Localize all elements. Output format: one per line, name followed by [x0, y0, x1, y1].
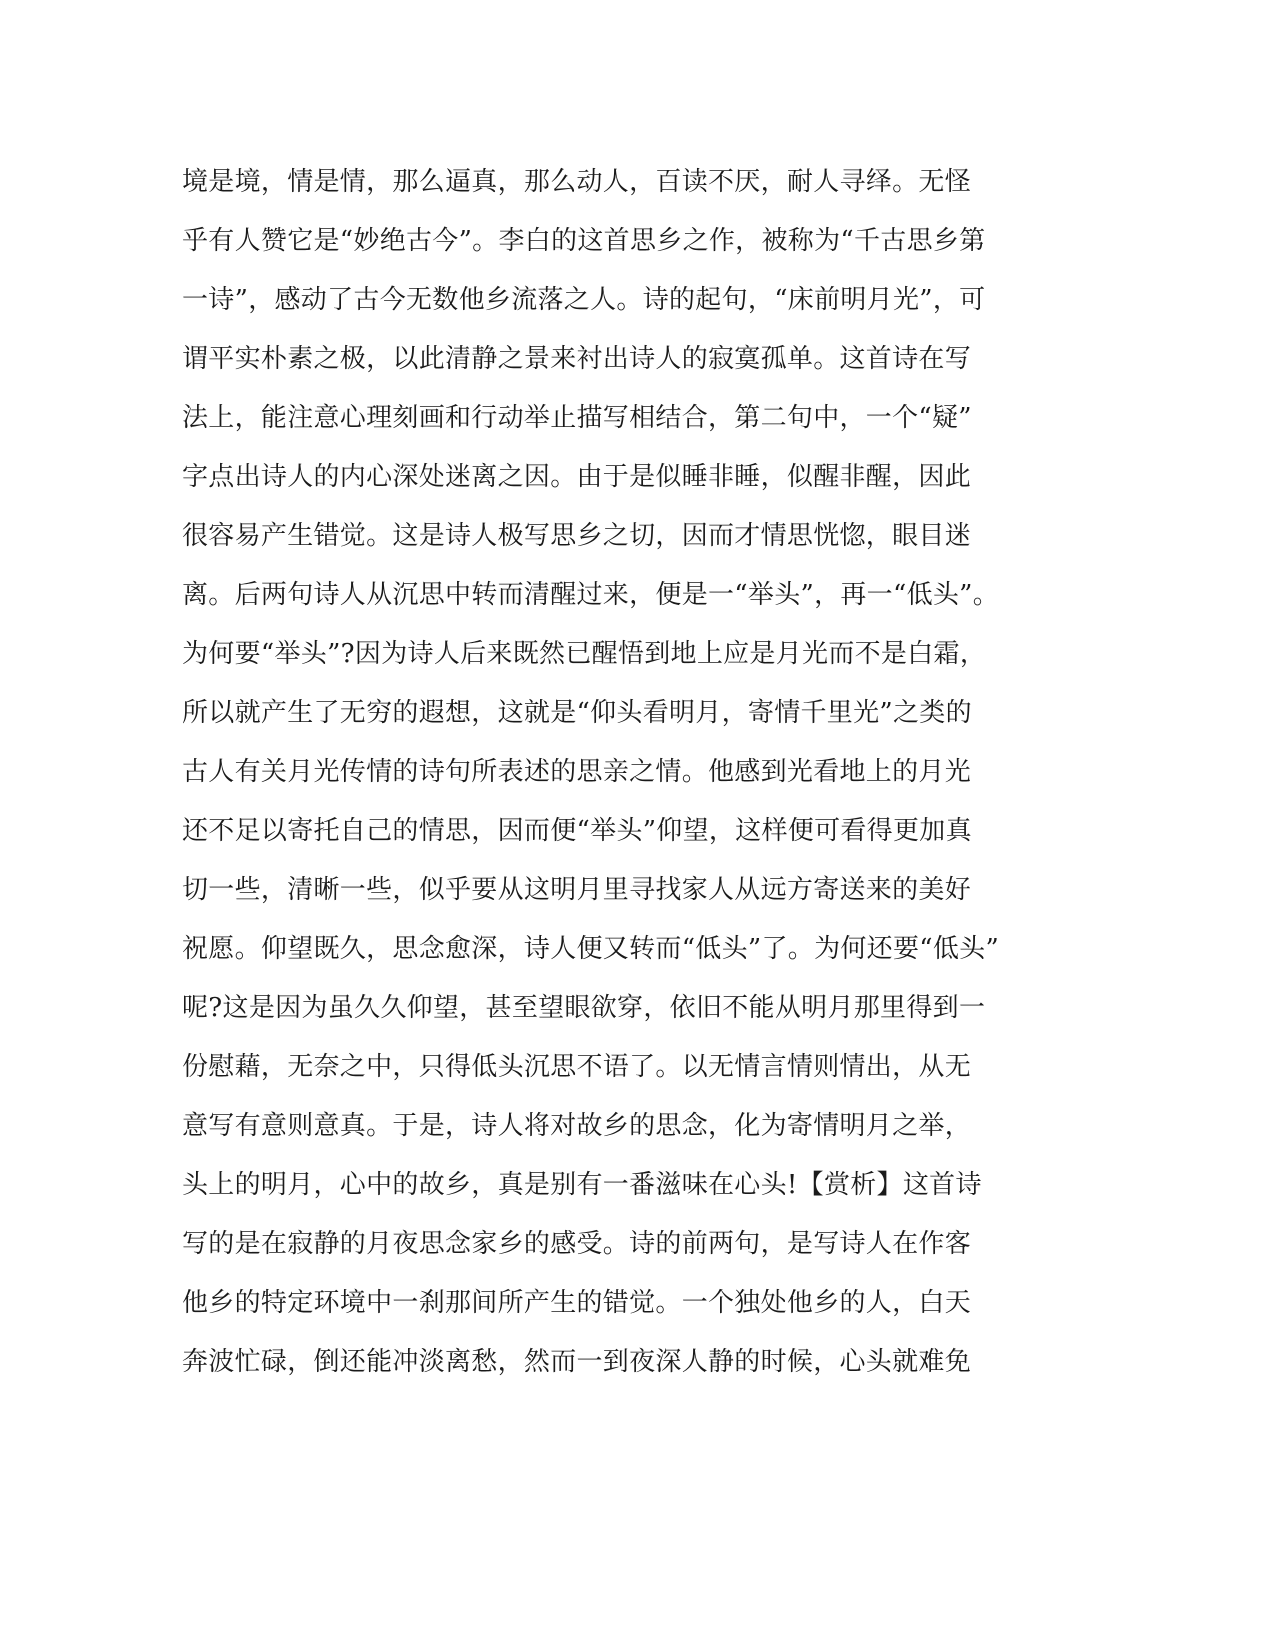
- text-line: 奔波忙碌，倒还能冲淡离愁，然而一到夜深人静的时候，心头就难免: [182, 1347, 972, 1377]
- text-line: 份慰藉，无奈之中，只得低头沉思不语了。以无情言情则情出，从无: [182, 1052, 972, 1082]
- text-line: 头上的明月，心中的故乡，真是别有一番滋味在心头!【赏析】这首诗: [182, 1170, 982, 1200]
- text-line: 乎有人赞它是“妙绝古今”。李白的这首思乡之作，被称为“千古思乡第: [182, 226, 986, 256]
- text-line: 很容易产生错觉。这是诗人极写思乡之切，因而才情思恍惚，眼目迷: [182, 521, 972, 551]
- text-line: 一诗”，感动了古今无数他乡流落之人。诗的起句，“床前明月光”，可: [182, 285, 986, 315]
- text-line: 境是境，情是情，那么逼真，那么动人，百读不厌，耐人寻绎。无怪: [182, 167, 972, 197]
- text-line: 还不足以寄托自己的情思，因而便“举头”仰望，这样便可看得更加真: [182, 816, 972, 846]
- text-line: 为何要“举头”?因为诗人后来既然已醒悟到地上应是月光而不是白霜，: [182, 639, 987, 669]
- text-line: 祝愿。仰望既久，思念愈深，诗人便又转而“低头”了。为何还要“低头”: [182, 934, 1000, 964]
- text-line: 古人有关月光传情的诗句所表述的思亲之情。他感到光看地上的月光: [182, 757, 972, 787]
- text-line: 呢?这是因为虽久久仰望，甚至望眼欲穿，依旧不能从明月那里得到一: [182, 993, 986, 1023]
- text-line: 所以就产生了无穷的遐想，这就是“仰头看明月，寄情千里光”之类的: [182, 698, 972, 728]
- body-paragraph: [182, 160, 1062, 1399]
- text-line: 意写有意则意真。于是，诗人将对故乡的思念，化为寄情明月之举，: [182, 1111, 972, 1141]
- text-line: 切一些，清晰一些，似乎要从这明月里寻找家人从远方寄送来的美好: [182, 875, 972, 905]
- text-line: 法上，能注意心理刻画和行动举止描写相结合，第二句中，一个“疑”: [182, 403, 972, 433]
- text-line: 写的是在寂静的月夜思念家乡的感受。诗的前两句，是写诗人在作客: [182, 1229, 972, 1259]
- text-line: 谓平实朴素之极，以此清静之景来衬出诗人的寂寞孤单。这首诗在写: [182, 344, 972, 374]
- text-line: 离。后两句诗人从沉思中转而清醒过来，便是一“举头”，再一“低头”。: [182, 580, 1000, 610]
- text-line: 他乡的特定环境中一刹那间所产生的错觉。一个独处他乡的人，白天: [182, 1288, 972, 1318]
- text-line: 字点出诗人的内心深处迷离之因。由于是似睡非睡，似醒非醒，因此: [182, 462, 972, 492]
